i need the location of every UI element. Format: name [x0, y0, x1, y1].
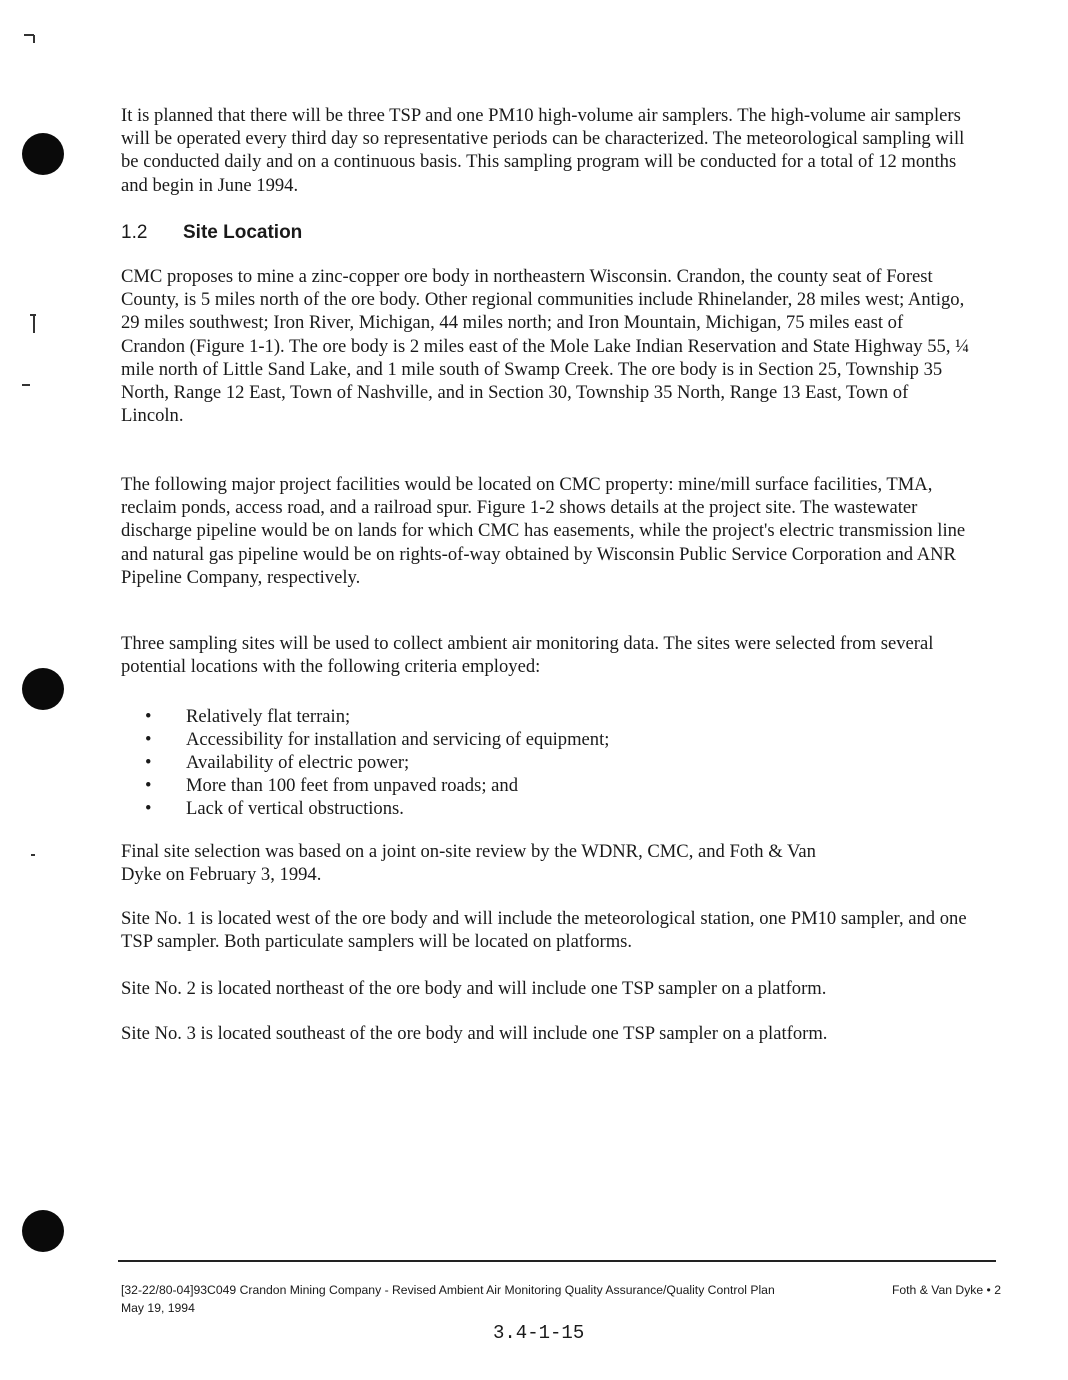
site3-paragraph: Site No. 3 is located southeast of the ore body and will include one TSP sampler on a platform. [121, 1023, 828, 1044]
punch-hole-top [22, 133, 64, 175]
list-item [121, 797, 609, 820]
bullet: • [145, 752, 152, 773]
firm-page: Foth & Van Dyke • 2 [891, 1283, 1001, 1297]
section-number: 1.2 [121, 222, 148, 243]
punch-hole-middle [22, 668, 64, 710]
section-title: Site Location [183, 222, 303, 243]
margin-scan-mark [33, 35, 35, 43]
bullet: • [145, 706, 152, 727]
criteria-text: Availability of electric power; [186, 752, 410, 773]
list-item [121, 728, 609, 751]
section-heading [121, 222, 302, 244]
margin-scan-mark [31, 854, 35, 856]
bullet: • [145, 798, 152, 819]
location-paragraph: CMC proposes to mine a zinc-copper ore body in northeastern Wisconsin. Crandon, the county seat of Forest County, is 5 miles north of the ore body. Other regional communities include Rhinelander, 28 miles west; Antigo, 29 miles southwest; Iron River, Michigan, 44 miles north; and Iron Mountain, Michigan, 75 miles east of Crandon (Figure 1-1). The ore body is 2 miles east of the Mole Lake Indian Reservation and State Highway 55, ¼ mile north of Little Sand Lake, and 1 mile south of Swamp Creek. The ore body is in Section 25, Township 35 North, Range 12 East, Town of Nashville, and in Section 30, Township 35 North, Range 13 East, Town of Lincoln. [121, 266, 970, 427]
page-footer [121, 1281, 1001, 1317]
sampling-paragraph: Three sampling sites will be used to collect ambient air monitoring data. The sites were selected from several potential locations with the following criteria employed: [121, 633, 934, 678]
page-number: 3.4-1-15 [493, 1322, 585, 1344]
footer-date: May 19, 1994 [121, 1301, 195, 1315]
facilities-paragraph: The following major project facilities would be located on CMC property: mine/mill surface facilities, TMA, reclaim ponds, access road, and a railroad spur. Figure 1-2 shows details at the project site. The wastewater discharge pipeline would be on lands for which CMC has easements, while the project's electric transmission line and natural gas pipeline would be on rights-of-way obtained by Wisconsin Public Service Corporation and ANR Pipeline Company, respectively. [121, 474, 966, 588]
punch-hole-bottom [22, 1210, 64, 1252]
intro-paragraph: It is planned that there will be three TSP and one PM10 high-volume air samplers. The high-volume air samplers will be operated every third day so representative periods can be characterized. The meteorological sampling will be conducted daily and on a continuous basis. This sampling program will be conducted for a total of 12 months and begin in June 1994. [121, 105, 965, 196]
criteria-text: Lack of vertical obstructions. [186, 798, 404, 819]
footer-line-1 [121, 1281, 1001, 1299]
site1-paragraph: Site No. 1 is located west of the ore body and will include the meteorological station, one PM10 sampler, and one TSP sampler. Both particulate samplers will be located on platforms. [121, 908, 967, 953]
site2-paragraph: Site No. 2 is located northeast of the ore body and will include one TSP sampler on a platform. [121, 978, 827, 999]
list-item [121, 705, 609, 728]
document-title: Crandon Mining Company - Revised Ambient Air Monitoring Quality Assurance/Quality Control Plan [239, 1283, 775, 1297]
selection-paragraph: Final site selection was based on a joint on-site review by the WDNR, CMC, and Foth & Van Dyke on February 3, 1994. [121, 841, 816, 886]
list-item [121, 751, 609, 774]
document-code: [32-22/80-04]93C049 [121, 1283, 237, 1297]
bullet: • [145, 775, 152, 796]
margin-scan-mark [22, 384, 30, 386]
criteria-text: Accessibility for installation and servicing of equipment; [186, 729, 610, 750]
list-item [121, 774, 609, 797]
bullet: • [145, 729, 152, 750]
criteria-text: Relatively flat terrain; [186, 706, 351, 727]
footer-divider [118, 1260, 996, 1262]
criteria-text: More than 100 feet from unpaved roads; and [186, 775, 519, 796]
criteria-list [121, 705, 609, 820]
margin-scan-mark [33, 315, 35, 333]
